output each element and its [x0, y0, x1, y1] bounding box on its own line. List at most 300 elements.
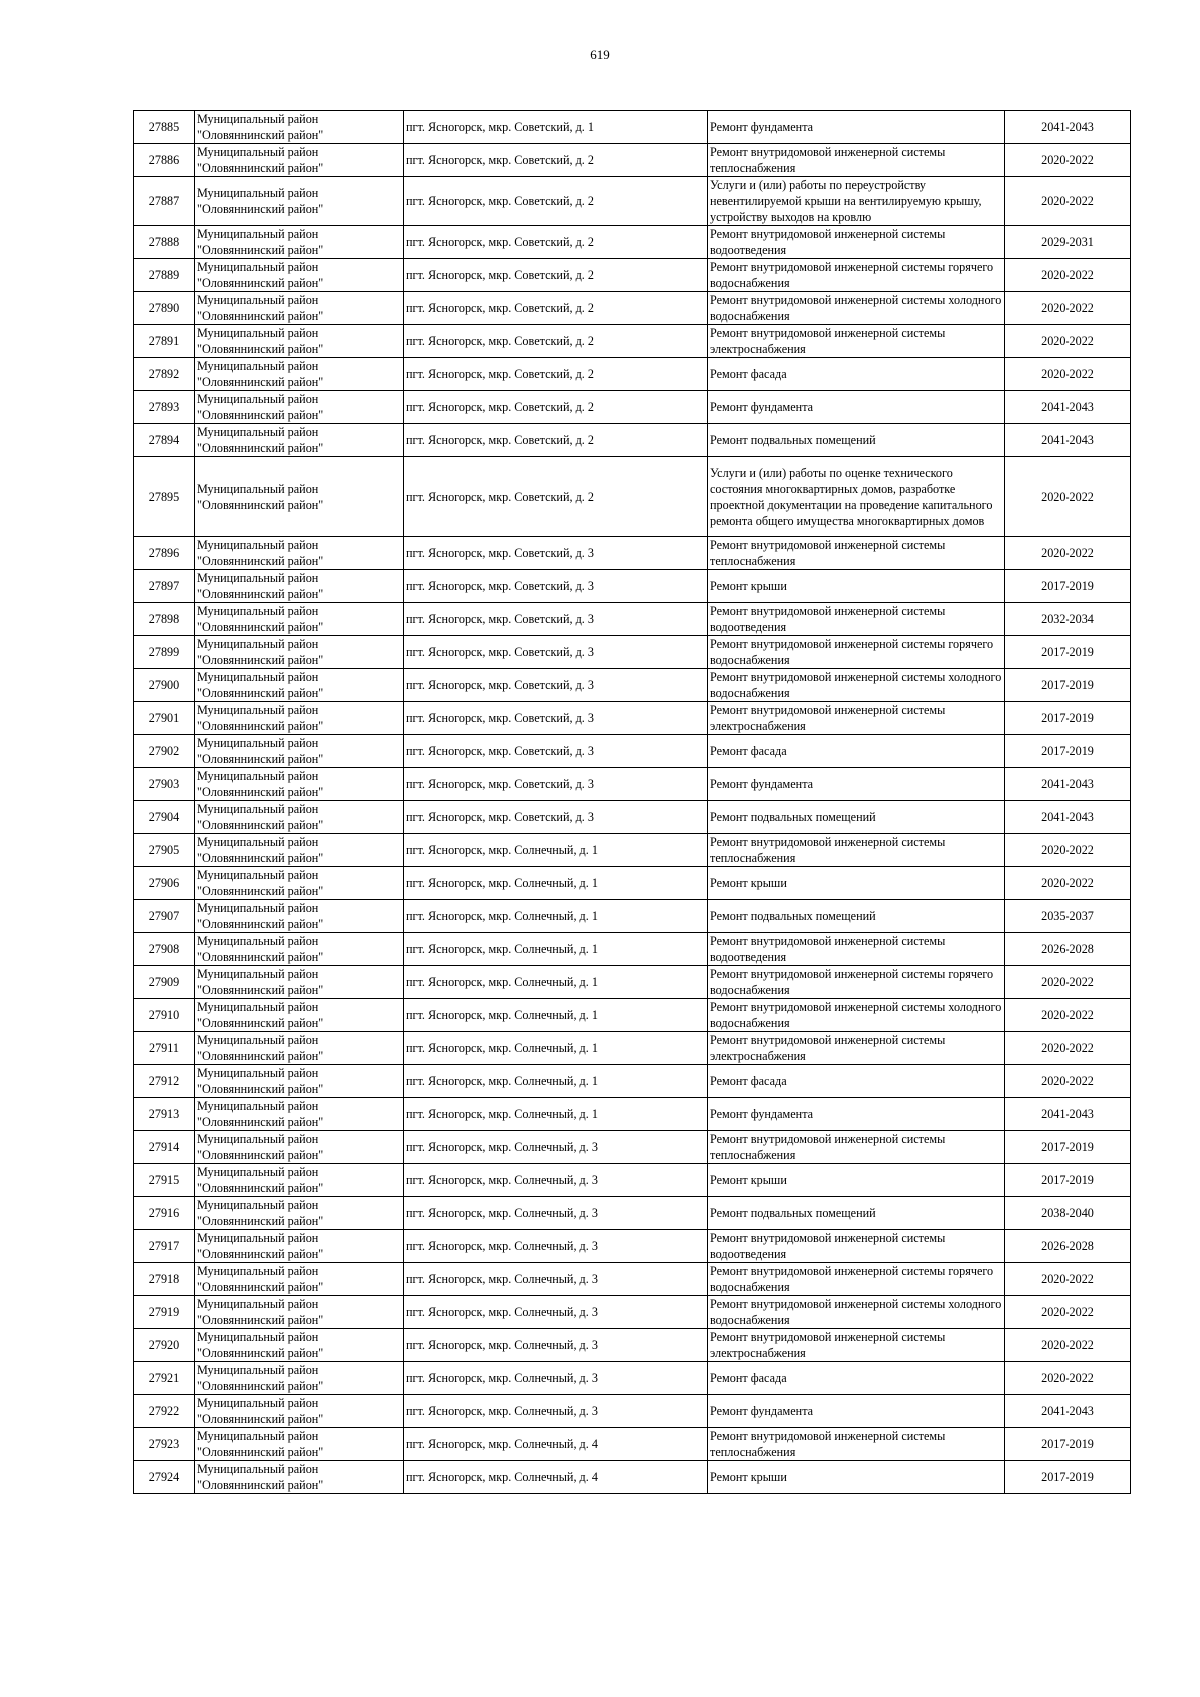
municipality-line-2: "Оловяннинский район" — [197, 752, 324, 766]
years-text: 2020-2022 — [1041, 1338, 1094, 1352]
municipality-line-1: Муниципальный район — [197, 425, 319, 439]
address-cell — [404, 537, 708, 570]
work-type-cell — [708, 358, 1005, 391]
work-type-text: Ремонт внутридомовой инженерной системы электроснабжения — [710, 1033, 946, 1063]
municipality-cell — [195, 834, 404, 867]
row-number-cell — [134, 457, 195, 537]
table-row — [134, 768, 1131, 801]
row-number: 27903 — [148, 777, 180, 791]
municipality-cell — [195, 867, 404, 900]
years-text: 2020-2022 — [1041, 367, 1094, 381]
row-number-cell — [134, 1395, 195, 1428]
address-text: пгт. Ясногорск, мкр. Солнечный, д. 1 — [406, 909, 598, 923]
work-type-text: Ремонт фундамента — [710, 400, 814, 414]
work-type-text: Ремонт фасада — [710, 367, 787, 381]
work-type-cell — [708, 325, 1005, 358]
municipality-cell — [195, 111, 404, 144]
years-text: 2020-2022 — [1041, 1272, 1094, 1286]
municipality-cell — [195, 1461, 404, 1494]
municipality-line-1: Муниципальный район — [197, 571, 319, 585]
municipality-line-1: Муниципальный район — [197, 736, 319, 750]
table-row — [134, 1197, 1131, 1230]
municipality-line-1: Муниципальный район — [197, 145, 319, 159]
municipality-line-2: "Оловяннинский район" — [197, 554, 324, 568]
table-body — [134, 111, 1131, 1494]
row-number: 27919 — [148, 1305, 180, 1319]
work-type-cell — [708, 1263, 1005, 1296]
years-cell — [1005, 457, 1131, 537]
municipality-line-1: Муниципальный район — [197, 1066, 319, 1080]
municipality-line-2: "Оловяннинский район" — [197, 851, 324, 865]
table-row — [134, 1032, 1131, 1065]
work-type-cell — [708, 933, 1005, 966]
work-type-text: Ремонт внутридомовой инженерной системы теплоснабжения — [710, 1132, 946, 1162]
address-cell — [404, 1263, 708, 1296]
years-text: 2041-2043 — [1041, 120, 1094, 134]
address-cell — [404, 259, 708, 292]
municipality-cell — [195, 1428, 404, 1461]
municipality-line-2: "Оловяннинский район" — [197, 202, 324, 216]
row-number-cell — [134, 702, 195, 735]
address-text: пгт. Ясногорск, мкр. Советский, д. 3 — [406, 678, 594, 692]
row-number-cell — [134, 570, 195, 603]
row-number: 27913 — [148, 1107, 180, 1121]
row-number-cell — [134, 1131, 195, 1164]
row-number-cell — [134, 424, 195, 457]
work-type-cell — [708, 669, 1005, 702]
row-number: 27898 — [148, 612, 180, 626]
municipality-line-1: Муниципальный район — [197, 112, 319, 126]
municipality-cell — [195, 1296, 404, 1329]
municipality-cell — [195, 702, 404, 735]
address-text: пгт. Ясногорск, мкр. Солнечный, д. 1 — [406, 975, 598, 989]
work-type-text: Ремонт внутридомовой инженерной системы теплоснабжения — [710, 1429, 946, 1459]
row-number: 27908 — [148, 942, 180, 956]
table-row — [134, 834, 1131, 867]
table-row — [134, 1461, 1131, 1494]
work-type-text: Ремонт внутридомовой инженерной системы горячего водоснабжения — [710, 637, 994, 667]
municipality-line-1: Муниципальный район — [197, 703, 319, 717]
work-type-text: Ремонт крыши — [710, 1470, 787, 1484]
work-type-text: Ремонт внутридомовой инженерной системы горячего водоснабжения — [710, 260, 994, 290]
address-cell — [404, 933, 708, 966]
row-number: 27899 — [148, 645, 180, 659]
row-number: 27905 — [148, 843, 180, 857]
row-number-cell — [134, 537, 195, 570]
work-type-cell — [708, 177, 1005, 226]
work-type-text: Услуги и (или) работы по оценке технического состояния многоквартирных домов, разработке проектной документации на проведение капитального ремонта общего имущества многоквартирных домов — [710, 465, 993, 528]
years-cell — [1005, 111, 1131, 144]
years-text: 2032-2034 — [1041, 612, 1094, 626]
table-row — [134, 1395, 1131, 1428]
table-row — [134, 636, 1131, 669]
municipality-line-2: "Оловяннинский район" — [197, 1247, 324, 1261]
address-text: пгт. Ясногорск, мкр. Советский, д. 3 — [406, 711, 594, 725]
years-cell — [1005, 226, 1131, 259]
work-type-text: Ремонт фасада — [710, 1074, 787, 1088]
address-text: пгт. Ясногорск, мкр. Советский, д. 2 — [406, 400, 594, 414]
row-number-cell — [134, 325, 195, 358]
municipality-line-1: Муниципальный район — [197, 1429, 319, 1443]
municipality-cell — [195, 1230, 404, 1263]
row-number: 27901 — [148, 711, 180, 725]
page-number: 619 — [590, 47, 610, 62]
row-number-cell — [134, 177, 195, 226]
row-number: 27894 — [148, 433, 180, 447]
years-cell — [1005, 1131, 1131, 1164]
work-type-text: Ремонт внутридомовой инженерной системы водоотведения — [710, 934, 946, 964]
work-type-cell — [708, 1032, 1005, 1065]
municipality-line-2: "Оловяннинский район" — [197, 1280, 324, 1294]
work-type-cell — [708, 111, 1005, 144]
years-text: 2020-2022 — [1041, 546, 1094, 560]
years-cell — [1005, 669, 1131, 702]
row-number-cell — [134, 1329, 195, 1362]
municipality-cell — [195, 768, 404, 801]
work-type-cell — [708, 1197, 1005, 1230]
work-type-text: Ремонт внутридомовой инженерной системы теплоснабжения — [710, 538, 946, 568]
years-text: 2017-2019 — [1041, 645, 1094, 659]
municipality-line-2: "Оловяннинский район" — [197, 983, 324, 997]
municipality-line-2: "Оловяннинский район" — [197, 785, 324, 799]
municipality-line-2: "Оловяннинский район" — [197, 950, 324, 964]
years-text: 2017-2019 — [1041, 1173, 1094, 1187]
work-type-text: Ремонт внутридомовой инженерной системы водоотведения — [710, 227, 946, 257]
address-text: пгт. Ясногорск, мкр. Солнечный, д. 1 — [406, 876, 598, 890]
address-text: пгт. Ясногорск, мкр. Советский, д. 2 — [406, 301, 594, 315]
row-number: 27896 — [148, 546, 180, 560]
municipality-line-2: "Оловяннинский район" — [197, 408, 324, 422]
municipality-line-1: Муниципальный район — [197, 967, 319, 981]
row-number-cell — [134, 801, 195, 834]
address-text: пгт. Ясногорск, мкр. Солнечный, д. 3 — [406, 1173, 598, 1187]
years-cell — [1005, 391, 1131, 424]
years-text: 2026-2028 — [1041, 1239, 1094, 1253]
table-row — [134, 1164, 1131, 1197]
row-number-cell — [134, 1065, 195, 1098]
work-type-cell — [708, 603, 1005, 636]
row-number-cell — [134, 259, 195, 292]
municipality-cell — [195, 144, 404, 177]
years-cell — [1005, 867, 1131, 900]
row-number: 27888 — [148, 235, 180, 249]
work-type-text: Ремонт внутридомовой инженерной системы теплоснабжения — [710, 835, 946, 865]
work-type-text: Ремонт внутридомовой инженерной системы электроснабжения — [710, 703, 946, 733]
years-cell — [1005, 900, 1131, 933]
municipality-line-1: Муниципальный район — [197, 260, 319, 274]
municipality-cell — [195, 1197, 404, 1230]
municipality-cell — [195, 177, 404, 226]
work-type-cell — [708, 259, 1005, 292]
years-cell — [1005, 570, 1131, 603]
work-type-cell — [708, 537, 1005, 570]
row-number-cell — [134, 1098, 195, 1131]
municipality-line-1: Муниципальный район — [197, 1033, 319, 1047]
address-text: пгт. Ясногорск, мкр. Солнечный, д. 3 — [406, 1404, 598, 1418]
years-text: 2041-2043 — [1041, 1107, 1094, 1121]
municipality-line-1: Муниципальный район — [197, 802, 319, 816]
address-text: пгт. Ясногорск, мкр. Советский, д. 2 — [406, 334, 594, 348]
row-number: 27921 — [148, 1371, 180, 1385]
work-type-cell — [708, 999, 1005, 1032]
row-number: 27909 — [148, 975, 180, 989]
years-text: 2035-2037 — [1041, 909, 1094, 923]
table-row — [134, 391, 1131, 424]
address-cell — [404, 768, 708, 801]
row-number-cell — [134, 900, 195, 933]
work-type-cell — [708, 1362, 1005, 1395]
years-text: 2041-2043 — [1041, 810, 1094, 824]
row-number: 27907 — [148, 909, 180, 923]
row-number-cell — [134, 358, 195, 391]
municipality-line-2: "Оловяннинский район" — [197, 1445, 324, 1459]
table-row — [134, 537, 1131, 570]
municipality-cell — [195, 933, 404, 966]
years-text: 2038-2040 — [1041, 1206, 1094, 1220]
municipality-line-1: Муниципальный район — [197, 1099, 319, 1113]
work-type-cell — [708, 226, 1005, 259]
address-text: пгт. Ясногорск, мкр. Солнечный, д. 1 — [406, 942, 598, 956]
address-text: пгт. Ясногорск, мкр. Советский, д. 2 — [406, 235, 594, 249]
work-type-text: Ремонт внутридомовой инженерной системы холодного водоснабжения — [710, 293, 1002, 323]
municipality-line-1: Муниципальный район — [197, 538, 319, 552]
years-cell — [1005, 1065, 1131, 1098]
municipality-line-2: "Оловяннинский район" — [197, 342, 324, 356]
years-cell — [1005, 1032, 1131, 1065]
address-cell — [404, 1329, 708, 1362]
years-cell — [1005, 702, 1131, 735]
municipality-cell — [195, 226, 404, 259]
years-cell — [1005, 999, 1131, 1032]
work-type-text: Ремонт фундамента — [710, 120, 814, 134]
table-row — [134, 1428, 1131, 1461]
row-number-cell — [134, 1164, 195, 1197]
table-row — [134, 144, 1131, 177]
municipality-line-1: Муниципальный район — [197, 1363, 319, 1377]
table-row — [134, 999, 1131, 1032]
years-cell — [1005, 933, 1131, 966]
municipality-line-1: Муниципальный район — [197, 359, 319, 373]
years-cell — [1005, 834, 1131, 867]
row-number-cell — [134, 1032, 195, 1065]
address-text: пгт. Ясногорск, мкр. Советский, д. 2 — [406, 489, 594, 504]
years-text: 2020-2022 — [1041, 301, 1094, 315]
table-row — [134, 1329, 1131, 1362]
table-row — [134, 1230, 1131, 1263]
years-cell — [1005, 177, 1131, 226]
municipality-line-1: Муниципальный район — [197, 637, 319, 651]
municipality-cell — [195, 325, 404, 358]
years-cell — [1005, 537, 1131, 570]
years-text: 2017-2019 — [1041, 744, 1094, 758]
address-cell — [404, 1296, 708, 1329]
work-type-text: Ремонт фасада — [710, 1371, 787, 1385]
municipality-line-1: Муниципальный район — [197, 293, 319, 307]
table-row — [134, 1296, 1131, 1329]
table-row — [134, 1263, 1131, 1296]
municipality-line-1: Муниципальный район — [197, 934, 319, 948]
row-number: 27923 — [148, 1437, 180, 1451]
work-type-cell — [708, 144, 1005, 177]
address-cell — [404, 702, 708, 735]
years-text: 2020-2022 — [1041, 1074, 1094, 1088]
municipality-cell — [195, 801, 404, 834]
address-cell — [404, 1428, 708, 1461]
work-type-cell — [708, 834, 1005, 867]
years-cell — [1005, 1098, 1131, 1131]
municipality-line-1: Муниципальный район — [197, 227, 319, 241]
row-number-cell — [134, 636, 195, 669]
address-cell — [404, 1395, 708, 1428]
row-number: 27916 — [148, 1206, 180, 1220]
municipality-cell — [195, 358, 404, 391]
address-cell — [404, 424, 708, 457]
work-type-text: Ремонт крыши — [710, 1173, 787, 1187]
address-cell — [404, 457, 708, 537]
years-cell — [1005, 966, 1131, 999]
table-row — [134, 603, 1131, 636]
work-type-text: Услуги и (или) работы по переустройству невентилируемой крыши на вентилируемую крышу, устройству выходов на кровлю — [710, 178, 982, 224]
work-type-text: Ремонт подвальных помещений — [710, 909, 876, 923]
address-cell — [404, 636, 708, 669]
address-text: пгт. Ясногорск, мкр. Советский, д. 3 — [406, 810, 594, 824]
table-row — [134, 900, 1131, 933]
work-type-text: Ремонт внутридомовой инженерной системы горячего водоснабжения — [710, 967, 994, 997]
address-cell — [404, 1230, 708, 1263]
address-text: пгт. Ясногорск, мкр. Солнечный, д. 1 — [406, 843, 598, 857]
municipality-cell — [195, 292, 404, 325]
table-row — [134, 1065, 1131, 1098]
work-type-text: Ремонт внутридомовой инженерной системы теплоснабжения — [710, 145, 946, 175]
address-cell — [404, 570, 708, 603]
years-text: 2029-2031 — [1041, 235, 1094, 249]
row-number: 27895 — [148, 489, 180, 504]
years-text: 2041-2043 — [1041, 400, 1094, 414]
row-number: 27906 — [148, 876, 180, 890]
work-type-text: Ремонт внутридомовой инженерной системы холодного водоснабжения — [710, 670, 1002, 700]
municipality-line-2: "Оловяннинский район" — [197, 1346, 324, 1360]
row-number-cell — [134, 1461, 195, 1494]
years-cell — [1005, 1395, 1131, 1428]
work-type-cell — [708, 1131, 1005, 1164]
address-text: пгт. Ясногорск, мкр. Солнечный, д. 3 — [406, 1371, 598, 1385]
address-cell — [404, 1461, 708, 1494]
municipality-line-1: Муниципальный район — [197, 392, 319, 406]
table-row — [134, 933, 1131, 966]
table-row — [134, 358, 1131, 391]
work-type-text: Ремонт внутридомовой инженерной системы электроснабжения — [710, 1330, 946, 1360]
address-cell — [404, 177, 708, 226]
municipality-line-2: "Оловяннинский район" — [197, 1379, 324, 1393]
years-text: 2020-2022 — [1041, 1305, 1094, 1319]
municipality-line-2: "Оловяннинский район" — [197, 620, 324, 634]
years-cell — [1005, 1461, 1131, 1494]
table-row — [134, 702, 1131, 735]
municipality-line-1: Муниципальный район — [197, 1165, 319, 1179]
municipality-cell — [195, 457, 404, 537]
row-number: 27917 — [148, 1239, 180, 1253]
row-number-cell — [134, 768, 195, 801]
work-type-cell — [708, 1164, 1005, 1197]
address-cell — [404, 966, 708, 999]
address-text: пгт. Ясногорск, мкр. Советский, д. 3 — [406, 612, 594, 626]
work-type-cell — [708, 1230, 1005, 1263]
table-row — [134, 111, 1131, 144]
address-text: пгт. Ясногорск, мкр. Солнечный, д. 3 — [406, 1239, 598, 1253]
municipality-line-2: "Оловяннинский район" — [197, 276, 324, 290]
work-type-text: Ремонт внутридомовой инженерной системы холодного водоснабжения — [710, 1297, 1002, 1327]
row-number-cell — [134, 933, 195, 966]
years-text: 2020-2022 — [1041, 194, 1094, 208]
address-cell — [404, 999, 708, 1032]
row-number: 27900 — [148, 678, 180, 692]
address-cell — [404, 900, 708, 933]
row-number-cell — [134, 1263, 195, 1296]
address-cell — [404, 1032, 708, 1065]
years-text: 2020-2022 — [1041, 1041, 1094, 1055]
work-type-cell — [708, 1098, 1005, 1131]
work-type-text: Ремонт фасада — [710, 744, 787, 758]
municipality-line-1: Муниципальный район — [197, 1462, 319, 1476]
work-type-cell — [708, 702, 1005, 735]
years-cell — [1005, 259, 1131, 292]
row-number-cell — [134, 1428, 195, 1461]
row-number: 27918 — [148, 1272, 180, 1286]
work-type-text: Ремонт внутридомовой инженерной системы горячего водоснабжения — [710, 1264, 994, 1294]
municipality-cell — [195, 900, 404, 933]
row-number: 27922 — [148, 1404, 180, 1418]
table-row — [134, 966, 1131, 999]
municipality-cell — [195, 1032, 404, 1065]
work-type-text: Ремонт подвальных помещений — [710, 1206, 876, 1220]
row-number: 27914 — [148, 1140, 180, 1154]
years-text: 2020-2022 — [1041, 489, 1094, 504]
row-number-cell — [134, 999, 195, 1032]
address-cell — [404, 1065, 708, 1098]
municipality-line-2: "Оловяннинский район" — [197, 1313, 324, 1327]
table-row — [134, 325, 1131, 358]
years-cell — [1005, 1164, 1131, 1197]
work-type-text: Ремонт фундамента — [710, 1107, 814, 1121]
municipality-line-1: Муниципальный район — [197, 1132, 319, 1146]
municipality-line-2: "Оловяннинский район" — [197, 441, 324, 455]
work-type-text: Ремонт крыши — [710, 579, 787, 593]
years-text: 2017-2019 — [1041, 678, 1094, 692]
work-type-cell — [708, 391, 1005, 424]
address-text: пгт. Ясногорск, мкр. Солнечный, д. 1 — [406, 1074, 598, 1088]
row-number: 27893 — [148, 400, 180, 414]
row-number: 27886 — [148, 153, 180, 167]
years-text: 2020-2022 — [1041, 876, 1094, 890]
work-type-text: Ремонт внутридомовой инженерной системы электроснабжения — [710, 326, 946, 356]
address-cell — [404, 292, 708, 325]
municipality-line-2: "Оловяннинский район" — [197, 1214, 324, 1228]
address-cell — [404, 1164, 708, 1197]
municipality-line-2: "Оловяннинский район" — [197, 884, 324, 898]
work-type-cell — [708, 867, 1005, 900]
address-text: пгт. Ясногорск, мкр. Солнечный, д. 3 — [406, 1305, 598, 1319]
table-row — [134, 292, 1131, 325]
row-number-cell — [134, 834, 195, 867]
row-number-cell — [134, 292, 195, 325]
municipality-line-2: "Оловяннинский район" — [197, 243, 324, 257]
table-row — [134, 669, 1131, 702]
address-text: пгт. Ясногорск, мкр. Советский, д. 3 — [406, 777, 594, 791]
years-cell — [1005, 292, 1131, 325]
municipality-cell — [195, 1395, 404, 1428]
address-text: пгт. Ясногорск, мкр. Советский, д. 2 — [406, 153, 594, 167]
repair-schedule-table — [133, 110, 1131, 1494]
